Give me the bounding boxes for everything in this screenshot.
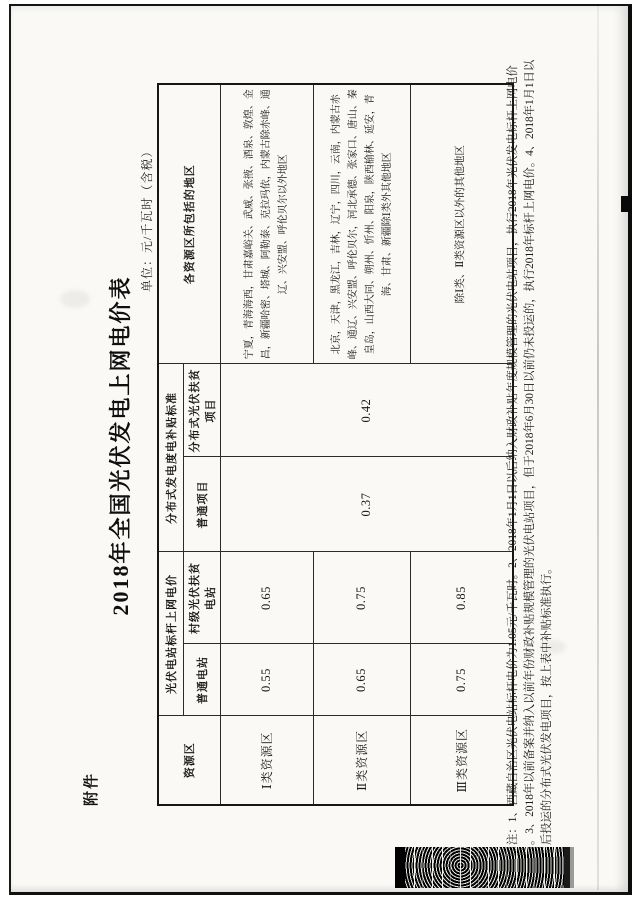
paper-fold-line [597,6,599,890]
zone1-benchmark-village: 0.65 [220,552,313,644]
attachment-label: 附件 [84,771,100,806]
zone2-regions: 北京，天津，黑龙江，吉林，辽宁，四川，云南，内蒙古赤峰、通辽、兴安盟、呼伦贝尔，河北承德、张家口、唐山、秦皇岛，山西大同、朔州、忻州、阳泉，陕西榆林、延安，青海、甘肃、新疆除Ⅰ类外其他地区 [313,84,410,364]
document-title: 2018年全国光伏发电上网电价表 [108,275,133,616]
zone1-label: Ⅰ类资源区 [220,716,313,805]
rotated-document [50,10,570,880]
footnote-line-2: 。3、2018年以前备案并纳入以前年份财政补贴规模管理的光伏电站项目，但于2018年6月30日以前仍未投运的，执行2018年标杆上网电价。4、2018年1月1日以 [524,59,536,845]
zone3-benchmark-village: 0.85 [410,552,513,644]
zone2-benchmark-village: 0.75 [313,552,410,644]
header-village-poverty-station: 村级光伏扶贫电站 [183,552,220,644]
scan-edge-notch [621,196,632,212]
unit-label: 单位：元/千瓦时（含税） [140,144,154,292]
header-distributed-poverty-project: 分布式光伏扶贫项目 [183,364,220,457]
header-subsidy-group: 分布式发电度电补贴标准 [158,364,183,552]
barcode-artifact [395,847,570,888]
footnotes [505,45,556,845]
tariff-table [157,83,514,806]
subsidy-poverty-merged: 0.42 [220,364,513,457]
zone2-label: Ⅱ类资源区 [313,716,410,805]
header-regions: 各资源区所包括的地区 [158,84,220,364]
footnote-line-1: 注：1、西藏自治区光伏电站标杆电价为1.05元/千瓦时。2、2018年1月1日以后纳入财政补贴年度规模管理的光伏电站项目，执行2018年光伏发电标杆上网电价 [507,65,519,845]
header-benchmark-group: 光伏电站标杆上网电价 [158,552,183,716]
header-resource-zone: 资源区 [158,716,220,805]
zone2-benchmark-ordinary: 0.65 [313,644,410,716]
header-ordinary-project: 普通项目 [183,457,220,552]
zone3-regions: 除Ⅰ类、Ⅱ类资源区以外的其他地区 [410,84,513,364]
header-ordinary-station: 普通电站 [183,644,220,716]
zone3-benchmark-ordinary: 0.75 [410,644,513,716]
subsidy-ordinary-merged: 0.37 [220,457,513,552]
zone1-regions: 宁夏，青海海西，甘肃嘉峪关、武威、张掖、酒泉、敦煌、金昌，新疆哈密、塔城、阿勒泰、克拉玛依，内蒙古除赤峰、通辽、兴安盟、呼伦贝尔以外地区 [220,84,313,364]
table-row-zone1 [220,84,313,805]
zone1-benchmark-ordinary: 0.55 [220,644,313,716]
zone3-label: Ⅲ类资源区 [410,716,513,805]
footnote-line-3: 后投运的分布式光伏发电项目，按上表中补贴标准执行。 [541,562,553,845]
